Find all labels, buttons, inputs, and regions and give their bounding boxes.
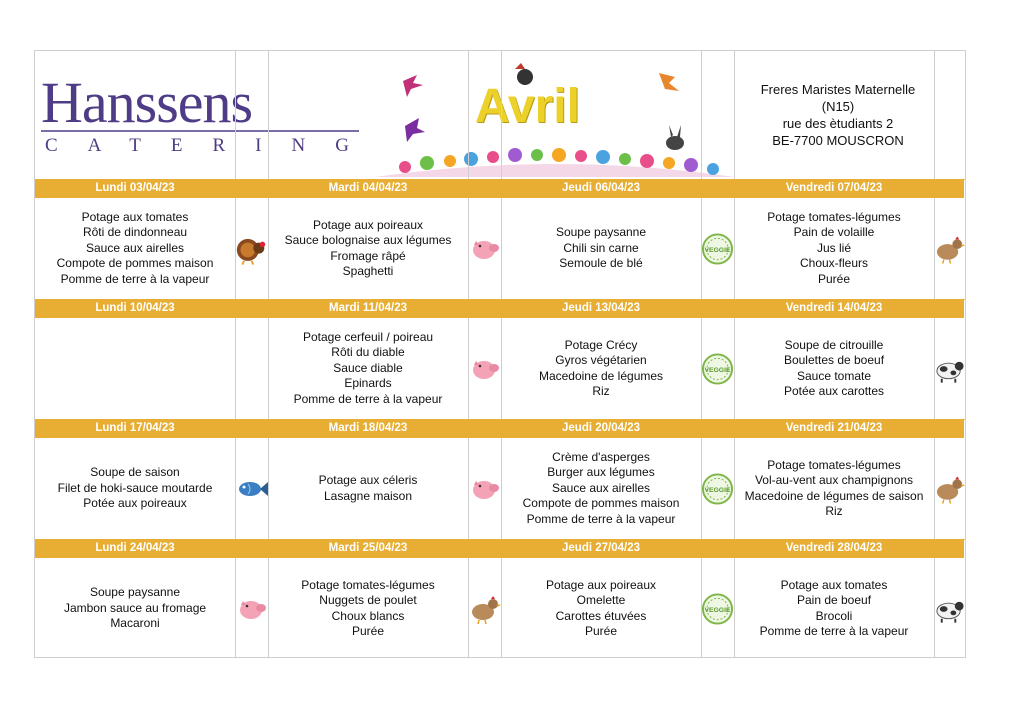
month-title: Avril bbox=[475, 80, 580, 133]
menu-item: Choux-fleurs bbox=[799, 256, 869, 271]
menu-item: Potage cerfeuil / poireau bbox=[302, 329, 434, 344]
menu-item: Sauce diable bbox=[333, 360, 403, 375]
fish-icon bbox=[235, 438, 268, 539]
day-header: Lundi 10/04/23 bbox=[95, 302, 175, 314]
address-line-3: rue des ètudiants 2 bbox=[782, 116, 894, 131]
menu-item: Lasagne maison bbox=[323, 488, 413, 503]
menu-item: Omelette bbox=[576, 593, 626, 608]
brand-subtitle: CATERING bbox=[45, 135, 379, 156]
day-menu bbox=[35, 438, 235, 539]
menu-item: Crème d'asperges bbox=[552, 449, 650, 464]
cow-icon bbox=[934, 558, 965, 659]
day-header: Vendredi 07/04/23 bbox=[785, 182, 883, 194]
svg-text:VEGGIE: VEGGIE bbox=[704, 246, 731, 254]
day-header: Jeudi 13/04/23 bbox=[562, 302, 640, 314]
menu-item: Potage tomates-légumes bbox=[767, 457, 901, 472]
menu-item: Potage Crécy bbox=[564, 337, 638, 352]
menu-item: Macedoine de légumes bbox=[538, 368, 664, 383]
menu-item: Purée bbox=[351, 623, 385, 638]
menu-item: Pain de boeuf bbox=[796, 593, 872, 608]
day-menu bbox=[734, 558, 934, 659]
day-menu bbox=[35, 318, 235, 419]
svg-text:VEGGIE: VEGGIE bbox=[704, 486, 731, 494]
menu-item: Potée aux carottes bbox=[783, 383, 885, 398]
menu-item: Compote de pommes maison bbox=[56, 256, 214, 271]
svg-text:VEGGIE: VEGGIE bbox=[704, 366, 731, 374]
day-menu bbox=[734, 198, 934, 299]
menu-item: Carottes étuvées bbox=[555, 608, 647, 623]
veggie-icon bbox=[701, 438, 734, 539]
cow-icon bbox=[934, 318, 965, 419]
day-header: Mardi 25/04/23 bbox=[328, 542, 408, 554]
chicken-icon bbox=[934, 198, 965, 299]
day-menu bbox=[501, 198, 701, 299]
menu-item: Epinards bbox=[344, 376, 392, 391]
menu-item: Potée aux poireaux bbox=[83, 496, 187, 511]
menu-item: Nuggets de poulet bbox=[319, 593, 417, 608]
menu-item: Burger aux légumes bbox=[547, 465, 655, 480]
day-menu bbox=[35, 198, 235, 299]
menu-item: Choux blancs bbox=[331, 608, 405, 623]
day-menu bbox=[35, 558, 235, 659]
menu-item: Pomme de terre à la vapeur bbox=[759, 623, 909, 638]
menu-item: Macedoine de légumes de saison bbox=[744, 488, 924, 503]
menu-item: Soupe paysanne bbox=[89, 585, 181, 600]
svg-text:VEGGIE: VEGGIE bbox=[704, 606, 731, 614]
brand-logo bbox=[41, 70, 379, 163]
menu-item: Sauce tomate bbox=[796, 368, 872, 383]
day-header: Lundi 24/04/23 bbox=[95, 542, 175, 554]
pig-icon bbox=[468, 198, 501, 299]
menu-item: Sauce bolognaise aux légumes bbox=[284, 233, 452, 248]
logo-underline bbox=[41, 129, 361, 133]
menu-item: Purée bbox=[584, 623, 618, 638]
day-menu bbox=[268, 318, 468, 419]
menu-item: Pomme de terre à la vapeur bbox=[60, 271, 210, 286]
day-header: Mardi 11/04/23 bbox=[329, 302, 407, 314]
day-header: Lundi 17/04/23 bbox=[95, 422, 175, 434]
menu-item: Gyros végétarien bbox=[555, 353, 647, 368]
menu-item: Rôti du diable bbox=[331, 345, 405, 360]
menu-item: Chili sin carne bbox=[563, 240, 639, 255]
menu-item: Potage tomates-légumes bbox=[301, 577, 435, 592]
menu-item: Potage aux tomates bbox=[81, 209, 189, 224]
day-header: Vendredi 21/04/23 bbox=[785, 422, 883, 434]
day-menu bbox=[501, 438, 701, 539]
menu-item: Riz bbox=[592, 383, 610, 398]
pig-icon bbox=[468, 318, 501, 419]
day-header: Vendredi 28/04/23 bbox=[785, 542, 883, 554]
menu-item: Potage tomates-légumes bbox=[767, 209, 901, 224]
day-menu bbox=[501, 318, 701, 419]
address-line-2: (N15) bbox=[821, 99, 855, 114]
day-header: Lundi 03/04/23 bbox=[95, 182, 175, 194]
day-header: Vendredi 14/04/23 bbox=[785, 302, 883, 314]
day-header: Jeudi 06/04/23 bbox=[562, 182, 640, 194]
menu-item: Riz bbox=[825, 503, 843, 518]
menu-item: Compote de pommes maison bbox=[522, 496, 680, 511]
day-menu bbox=[734, 318, 934, 419]
menu-item: Potage aux poireaux bbox=[545, 577, 657, 592]
menu-item: Pomme de terre à la vapeur bbox=[526, 511, 676, 526]
menu-item: Soupe de citrouille bbox=[784, 337, 884, 352]
menu-item: Jambon sauce au fromage bbox=[63, 600, 207, 615]
address-line-4: BE-7700 MOUSCRON bbox=[772, 133, 904, 148]
day-header: Mardi 18/04/23 bbox=[328, 422, 408, 434]
chicken-icon bbox=[934, 438, 965, 539]
menu-item: Spaghetti bbox=[342, 263, 394, 278]
menu-item: Fromage râpé bbox=[330, 248, 406, 263]
menu-table bbox=[34, 50, 966, 658]
veggie-icon bbox=[701, 318, 734, 419]
menu-item: Boulettes de boeuf bbox=[783, 353, 885, 368]
menu-item: Sauce aux airelles bbox=[551, 480, 651, 495]
day-header: Jeudi 27/04/23 bbox=[562, 542, 640, 554]
veggie-icon bbox=[701, 558, 734, 659]
menu-item: Potage aux poireaux bbox=[312, 217, 424, 232]
menu-item: Brocoli bbox=[815, 608, 853, 623]
menu-item: Macaroni bbox=[110, 616, 160, 631]
header-area bbox=[35, 51, 965, 179]
menu-item: Soupe de saison bbox=[90, 465, 180, 480]
day-header: Jeudi 20/04/23 bbox=[562, 422, 640, 434]
menu-item: Purée bbox=[817, 271, 851, 286]
pig-icon bbox=[468, 438, 501, 539]
menu-item: Potage aux céleris bbox=[318, 473, 418, 488]
day-menu bbox=[268, 558, 468, 659]
chicken-icon bbox=[468, 558, 501, 659]
day-header: Mardi 04/04/23 bbox=[328, 182, 408, 194]
day-menu bbox=[734, 438, 934, 539]
pig-icon bbox=[235, 558, 268, 659]
menu-item: Potage aux tomates bbox=[780, 577, 888, 592]
menu-item: Sauce aux airelles bbox=[85, 240, 185, 255]
day-menu bbox=[501, 558, 701, 659]
menu-item: Vol-au-vent aux champignons bbox=[754, 473, 914, 488]
school-address bbox=[735, 81, 941, 149]
brand-name: Hanssens bbox=[41, 70, 253, 135]
turkey-icon bbox=[235, 198, 268, 299]
menu-item: Soupe paysanne bbox=[555, 225, 647, 240]
menu-item: Jus lié bbox=[816, 240, 851, 255]
menu-item: Rôti de dindonneau bbox=[82, 225, 188, 240]
menu-item: Filet de hoki-sauce moutarde bbox=[57, 480, 213, 495]
menu-item: Semoule de blé bbox=[559, 256, 643, 271]
veggie-icon bbox=[701, 198, 734, 299]
month-banner bbox=[375, 51, 735, 179]
day-menu bbox=[268, 198, 468, 299]
menu-item: Pain de volaille bbox=[793, 225, 875, 240]
menu-item: Pomme de terre à la vapeur bbox=[293, 391, 443, 406]
address-line-1: Freres Maristes Maternelle bbox=[760, 82, 916, 97]
day-menu bbox=[268, 438, 468, 539]
